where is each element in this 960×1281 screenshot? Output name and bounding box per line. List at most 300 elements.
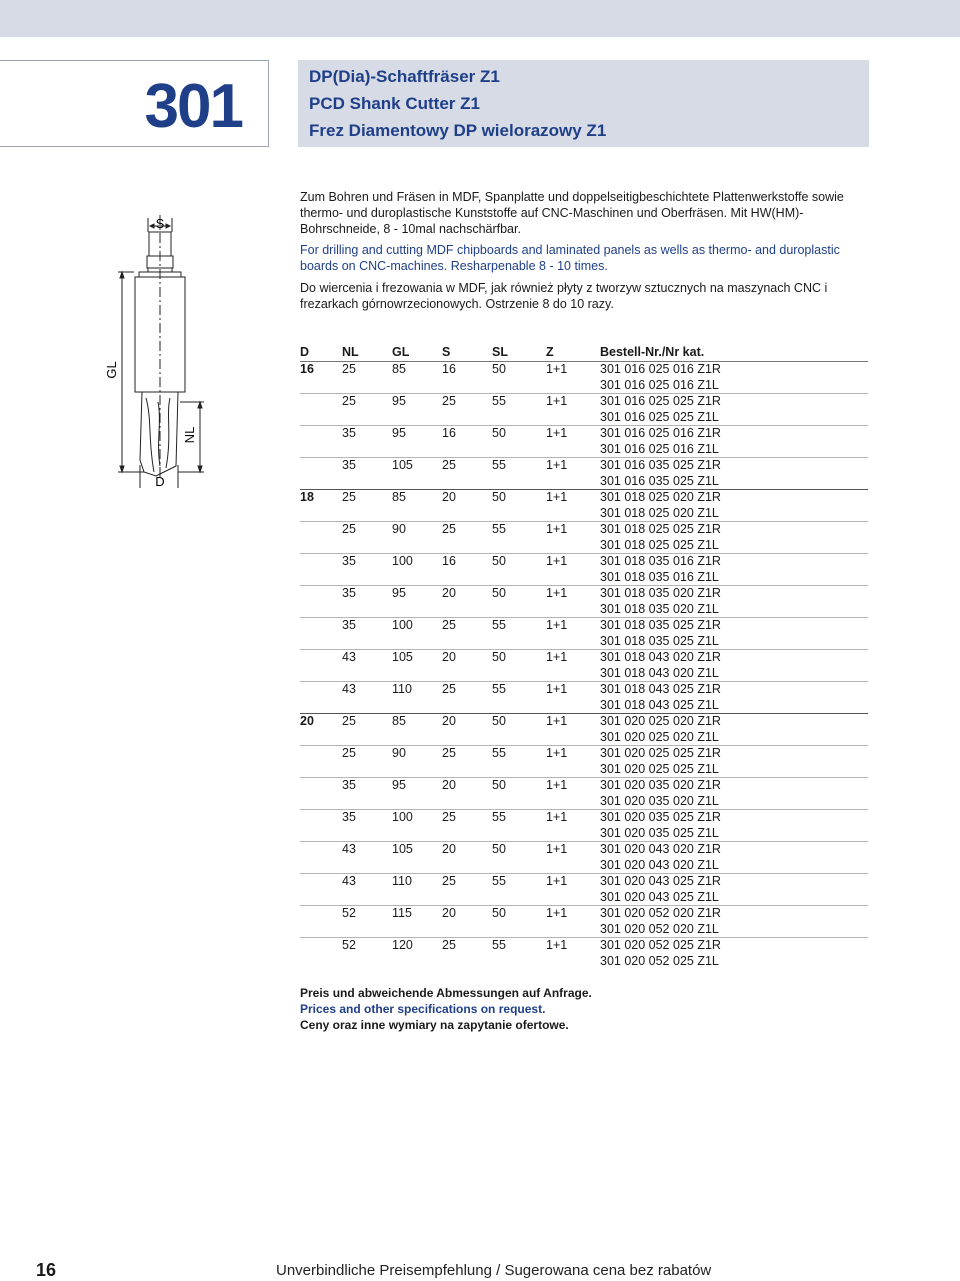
cell-s [442,890,492,906]
cell-z [546,762,600,778]
cell-order-number: 301 020 035 020 Z1L [600,793,719,808]
cell-d [300,426,342,442]
cell-s [442,698,492,714]
cell-z [546,890,600,906]
cell-nl: 35 [342,458,392,474]
cell-d [300,554,342,570]
cell-d [300,874,342,890]
cell-sl: 50 [492,906,546,922]
cell-gl: 90 [392,522,442,538]
cell-s: 25 [442,618,492,634]
cell-d [300,522,342,538]
cell-order-number: 301 016 025 016 Z1L [600,441,719,456]
table-row [300,682,868,698]
col-nl: NL [342,343,392,362]
cell-s: 20 [442,714,492,730]
cell-sl: 55 [492,874,546,890]
cell-d [300,810,342,826]
cell-s: 25 [442,746,492,762]
table-row [300,554,868,570]
table-row [300,442,868,458]
cell-s: 25 [442,938,492,954]
cell-nl: 52 [342,938,392,954]
table-row [300,858,868,874]
cell-gl: 95 [392,778,442,794]
cell-s: 25 [442,522,492,538]
cell-sl: 55 [492,938,546,954]
cell-z: 1+1 [546,906,600,922]
cell-gl [392,794,442,810]
cell-s: 25 [442,458,492,474]
cell-sl [492,538,546,554]
table-row [300,618,868,634]
cell-z: 1+1 [546,394,600,410]
cell-sl [492,410,546,426]
cell-d [300,378,342,394]
cell-gl [392,922,442,938]
cell-z [546,442,600,458]
cell-order-number: 301 020 025 025 Z1L [600,761,719,776]
cell-gl: 100 [392,554,442,570]
cell-z [546,634,600,650]
cell-gl [392,666,442,682]
cell-z [546,506,600,522]
table-row [300,938,868,954]
cell-order-number: 301 016 025 016 Z1R [600,362,868,378]
cell-d [300,682,342,698]
cell-s [442,666,492,682]
table-row [300,826,868,842]
cell-s [442,730,492,746]
cell-nl [342,602,392,618]
cell-z: 1+1 [546,426,600,442]
cell-gl [392,378,442,394]
cell-d [300,650,342,666]
cell-nl [342,442,392,458]
cell-sl [492,698,546,714]
cell-s: 16 [442,554,492,570]
table-row [300,698,868,714]
col-sl: SL [492,343,546,362]
cell-gl: 85 [392,714,442,730]
cell-sl: 55 [492,394,546,410]
cell-nl: 25 [342,394,392,410]
cell-sl: 55 [492,746,546,762]
cell-order-number: 301 020 052 020 Z1R [600,906,868,922]
cell-order-number: 301 020 025 020 Z1L [600,729,719,744]
cell-nl [342,794,392,810]
cell-gl: 95 [392,394,442,410]
cell-order-number: 301 018 043 025 Z1L [600,697,719,712]
cell-z [546,666,600,682]
cell-d [300,458,342,474]
cell-gl [392,826,442,842]
cell-gl: 115 [392,906,442,922]
label-d: D [155,474,165,489]
cell-gl [392,570,442,586]
cell-nl: 35 [342,810,392,826]
cell-sl: 50 [492,714,546,730]
cell-sl: 55 [492,618,546,634]
cell-s [442,602,492,618]
cell-d [300,602,342,618]
cell-nl: 35 [342,618,392,634]
title-en: PCD Shank Cutter Z1 [309,94,480,113]
cell-gl: 85 [392,490,442,506]
cell-nl [342,506,392,522]
cell-s [442,410,492,426]
cell-s: 16 [442,426,492,442]
table-row [300,730,868,746]
cell-order-number: 301 020 025 020 Z1R [600,714,868,730]
table-row [300,666,868,682]
cell-sl [492,474,546,490]
cell-d [300,794,342,810]
table-row [300,778,868,794]
table-row [300,586,868,602]
cell-d [300,698,342,714]
table-row [300,650,868,666]
cell-sl: 50 [492,554,546,570]
table-row [300,426,868,442]
notes [300,985,592,1033]
cell-z: 1+1 [546,874,600,890]
cell-order-number: 301 016 025 016 Z1R [600,426,868,442]
cell-s [442,570,492,586]
cell-gl [392,538,442,554]
description-en: For drilling and cutting MDF chipboards and laminated panels as wells as thermo- and duroplastic boards on CNC-machines. Resharpenable 8 - 10 times. [300,243,840,273]
cell-nl: 25 [342,362,392,378]
cell-sl [492,730,546,746]
cell-sl [492,442,546,458]
cell-z [546,730,600,746]
cell-s: 20 [442,490,492,506]
table-row [300,538,868,554]
cell-gl: 100 [392,618,442,634]
cell-s [442,634,492,650]
cell-z [546,922,600,938]
cell-z [546,954,600,970]
col-order-number: Bestell-Nr./Nr kat. [600,343,868,362]
col-z: Z [546,343,600,362]
cell-order-number: 301 016 025 025 Z1L [600,409,719,424]
note-de: Preis und abweichende Abmessungen auf Anfrage. [300,986,592,1000]
cell-nl: 35 [342,778,392,794]
cell-d [300,858,342,874]
cell-nl: 25 [342,490,392,506]
table-row [300,794,868,810]
cell-order-number: 301 020 035 020 Z1R [600,778,868,794]
cell-sl: 50 [492,586,546,602]
table-row [300,490,868,506]
table-row [300,362,868,378]
cell-s: 20 [442,778,492,794]
col-gl: GL [392,343,442,362]
cell-order-number: 301 016 035 025 Z1L [600,473,719,488]
table-row [300,458,868,474]
cell-sl [492,602,546,618]
cell-d [300,394,342,410]
cell-s: 20 [442,906,492,922]
cell-z: 1+1 [546,682,600,698]
cell-gl [392,442,442,458]
cell-gl [392,506,442,522]
cell-z [546,538,600,554]
cell-d [300,634,342,650]
cell-d [300,762,342,778]
cell-z: 1+1 [546,810,600,826]
cell-gl [392,730,442,746]
cell-s [442,922,492,938]
cell-nl: 43 [342,650,392,666]
cell-d [300,778,342,794]
title-de: DP(Dia)-Schaftfräser Z1 [309,67,500,86]
cell-s [442,538,492,554]
cell-d [300,746,342,762]
cell-nl: 35 [342,554,392,570]
top-band [0,0,960,37]
table-row [300,506,868,522]
label-nl: NL [182,426,197,444]
cell-sl [492,826,546,842]
cell-gl: 95 [392,426,442,442]
cell-gl [392,410,442,426]
cell-sl: 55 [492,682,546,698]
cell-z: 1+1 [546,362,600,378]
cell-sl [492,858,546,874]
cell-sl [492,666,546,682]
cell-z: 1+1 [546,618,600,634]
cell-s: 20 [442,650,492,666]
cell-gl [392,474,442,490]
cell-d [300,842,342,858]
cell-nl [342,538,392,554]
cell-order-number: 301 020 035 025 Z1L [600,825,719,840]
cell-d: 18 [300,490,342,506]
cell-nl [342,858,392,874]
cell-gl: 120 [392,938,442,954]
cell-s [442,506,492,522]
table-row [300,922,868,938]
table-row [300,378,868,394]
cell-gl [392,858,442,874]
cell-gl [392,954,442,970]
cell-sl [492,954,546,970]
cell-order-number: 301 018 025 020 Z1R [600,490,868,506]
cell-nl [342,922,392,938]
cell-order-number: 301 018 035 020 Z1L [600,601,719,616]
cell-nl [342,762,392,778]
cell-nl [342,474,392,490]
cell-d [300,906,342,922]
table-row [300,746,868,762]
section-number: 301 [144,72,242,141]
cell-order-number: 301 016 025 025 Z1R [600,394,868,410]
cell-nl: 25 [342,522,392,538]
cell-s [442,826,492,842]
cell-sl [492,634,546,650]
table-row [300,762,868,778]
cell-s [442,794,492,810]
cell-sl: 55 [492,522,546,538]
cell-d [300,618,342,634]
cell-z: 1+1 [546,778,600,794]
cell-d [300,938,342,954]
table-row [300,714,868,730]
cell-sl: 50 [492,426,546,442]
cell-order-number: 301 020 025 025 Z1R [600,746,868,762]
cell-nl [342,954,392,970]
table-row [300,954,868,970]
cell-order-number: 301 018 043 020 Z1R [600,650,868,666]
cell-gl [392,602,442,618]
cell-sl [492,890,546,906]
cell-d [300,954,342,970]
note-en: Prices and other specifications on request. [300,1002,546,1016]
cell-s [442,858,492,874]
cell-d [300,922,342,938]
cell-z: 1+1 [546,490,600,506]
cell-d [300,826,342,842]
cell-order-number: 301 020 052 020 Z1L [600,921,719,936]
cell-s: 16 [442,362,492,378]
cell-gl [392,890,442,906]
cell-gl: 105 [392,458,442,474]
cell-d [300,570,342,586]
cell-gl: 85 [392,362,442,378]
cell-nl: 35 [342,586,392,602]
cell-gl: 90 [392,746,442,762]
cell-nl [342,410,392,426]
cell-s [442,378,492,394]
footer-text: Unverbindliche Preisempfehlung / Sugerowana cena bez rabatów [276,1262,712,1279]
cell-order-number: 301 018 043 025 Z1R [600,682,868,698]
cell-d [300,890,342,906]
cell-order-number: 301 020 043 025 Z1L [600,889,719,904]
cell-sl: 55 [492,810,546,826]
cell-z: 1+1 [546,522,600,538]
table-row [300,570,868,586]
cell-z: 1+1 [546,554,600,570]
cell-d [300,730,342,746]
table-row [300,810,868,826]
cell-nl: 35 [342,426,392,442]
table-row [300,842,868,858]
cell-sl: 50 [492,362,546,378]
table-row [300,634,868,650]
cell-gl [392,762,442,778]
cell-gl: 95 [392,586,442,602]
cell-order-number: 301 018 035 025 Z1L [600,633,719,648]
cell-nl [342,634,392,650]
cell-s: 20 [442,586,492,602]
cell-sl: 50 [492,650,546,666]
cell-gl: 105 [392,650,442,666]
cell-sl: 50 [492,842,546,858]
cell-nl: 25 [342,746,392,762]
cell-z [546,570,600,586]
cutter-drawing [100,210,220,495]
cell-d [300,442,342,458]
cell-order-number: 301 018 035 016 Z1R [600,554,868,570]
cell-s [442,474,492,490]
cell-nl [342,890,392,906]
cell-s [442,442,492,458]
cell-order-number: 301 018 035 020 Z1R [600,586,868,602]
cell-gl: 100 [392,810,442,826]
cell-z [546,378,600,394]
cell-sl [492,570,546,586]
label-gl: GL [104,361,119,379]
description-de: Zum Bohren und Fräsen in MDF, Spanplatte und doppelseitigbeschichtete Plattenwerkstoffe sowie thermo- und duroplastische Kunststoffe auf CNC-Maschinen und Oberfräsen. Mit HW(HM)-Bohrschneide, 8 - 10mal nachschärfbar. [300,190,844,236]
title-box [298,60,869,147]
section-number-box [0,60,269,147]
table-row [300,394,868,410]
cell-nl [342,698,392,714]
cell-s: 25 [442,394,492,410]
cell-z [546,698,600,714]
cell-nl: 43 [342,842,392,858]
cell-nl [342,730,392,746]
cell-order-number: 301 018 025 025 Z1R [600,522,868,538]
cell-z: 1+1 [546,586,600,602]
cell-z [546,474,600,490]
cell-z [546,826,600,842]
table-row [300,410,868,426]
cell-d: 16 [300,362,342,378]
cell-nl: 43 [342,682,392,698]
cell-gl [392,698,442,714]
cell-sl [492,922,546,938]
cell-sl [492,378,546,394]
cell-d [300,586,342,602]
cell-order-number: 301 020 035 025 Z1R [600,810,868,826]
cell-order-number: 301 020 052 025 Z1R [600,938,868,954]
label-s: S [155,216,165,231]
title-pl: Frez Diamentowy DP wielorazowy Z1 [309,121,607,140]
cell-gl: 105 [392,842,442,858]
cell-z: 1+1 [546,714,600,730]
cell-sl: 50 [492,778,546,794]
cell-s: 25 [442,874,492,890]
cell-d [300,474,342,490]
cell-s [442,762,492,778]
cell-order-number: 301 020 052 025 Z1L [600,953,719,968]
cell-nl: 25 [342,714,392,730]
cell-order-number: 301 018 035 025 Z1R [600,618,868,634]
cell-nl [342,666,392,682]
cell-order-number: 301 018 025 025 Z1L [600,537,719,552]
cell-order-number: 301 018 043 020 Z1L [600,665,719,680]
cell-nl: 43 [342,874,392,890]
description-pl: Do wiercenia i frezowania w MDF, jak również płyty z tworzyw sztucznych na maszynach CNC i frezarkach górnowrzecionowych. Ostrzenie 8 do 10 razy. [300,281,828,311]
col-d: D [300,343,342,362]
cell-nl [342,570,392,586]
table-row [300,874,868,890]
cell-order-number: 301 018 035 016 Z1L [600,569,719,584]
cell-d [300,666,342,682]
table-row [300,474,868,490]
cell-d [300,506,342,522]
table-row [300,522,868,538]
cell-z: 1+1 [546,650,600,666]
cell-z: 1+1 [546,746,600,762]
table-header-row [300,343,868,362]
cell-z: 1+1 [546,938,600,954]
cell-sl: 55 [492,458,546,474]
cell-gl: 110 [392,682,442,698]
cell-s: 25 [442,810,492,826]
